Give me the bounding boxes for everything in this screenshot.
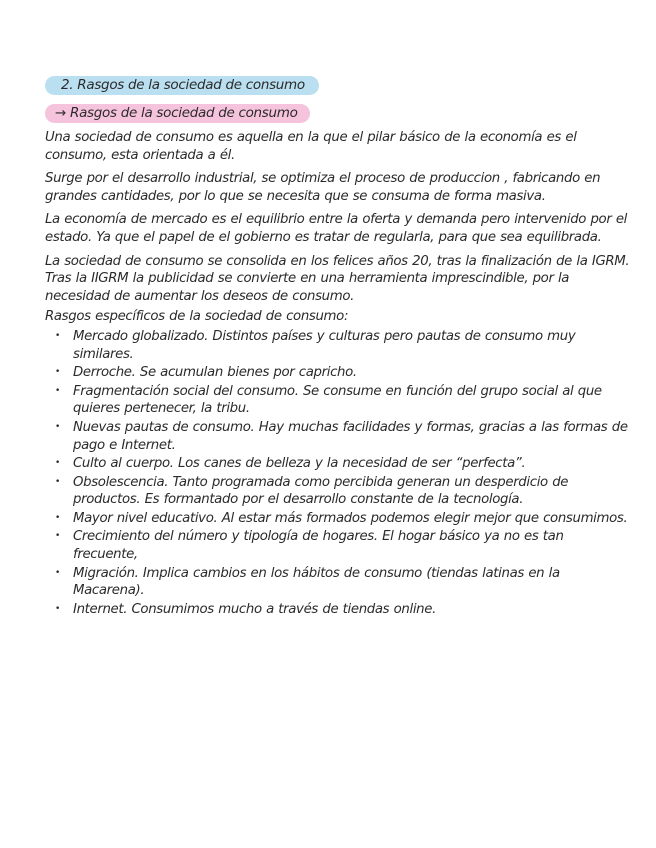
list-item bbox=[45, 565, 630, 600]
list-item-text: Internet. Consumimos mucho a través de tiendas online. bbox=[73, 601, 436, 617]
bullet-icon: • bbox=[55, 531, 60, 542]
list-item-text: Obsolescencia. Tanto programada como percibida generan un desperdicio de productos. Es formantado por el desarrollo constante de la tecnología. bbox=[73, 474, 569, 508]
list-item bbox=[45, 474, 630, 509]
list-item-text: Crecimiento del número y tipología de hogares. El hogar básico ya no es tan frecuente, bbox=[73, 529, 564, 563]
list-item-text: Culto al cuerpo. Los canes de belleza y la necesidad de ser “perfecta”. bbox=[73, 456, 526, 472]
list-item-text: Migración. Implica cambios en los hábitos de consumo (tiendas latinas en la Macarena). bbox=[73, 565, 560, 599]
list-item bbox=[45, 601, 630, 619]
bullet-icon: • bbox=[55, 367, 60, 378]
paragraph-specific-traits-intro: Rasgos específicos de la sociedad de consumo: bbox=[45, 309, 349, 325]
list-item bbox=[45, 455, 630, 473]
list-item bbox=[45, 364, 630, 382]
list-item-text: Derroche. Se acumulan bienes por capricho. bbox=[73, 365, 357, 381]
list-item bbox=[45, 419, 630, 454]
list-item-text: Mercado globalizado. Distintos países y culturas pero pautas de consumo muy similares. bbox=[73, 328, 576, 362]
bullet-icon: • bbox=[55, 603, 60, 614]
list-item bbox=[45, 528, 630, 563]
paragraph-definition: Una sociedad de consumo es aquella en la que el pilar básico de la economía es el consumo, esta orientada a él. bbox=[45, 130, 577, 163]
section-heading: 2. Rasgos de la sociedad de consumo bbox=[45, 76, 319, 95]
bullet-icon: • bbox=[55, 512, 60, 523]
bullet-icon: • bbox=[55, 476, 60, 487]
document-page bbox=[45, 74, 630, 619]
list-item bbox=[45, 383, 630, 418]
list-item bbox=[45, 510, 630, 528]
list-item-text: Fragmentación social del consumo. Se consume en función del grupo social al que quieres pertenecer, la tribu. bbox=[73, 383, 602, 417]
list-item-text: Nuevas pautas de consumo. Hay muchas facilidades y formas, gracias a las formas de pago e Internet. bbox=[73, 419, 628, 453]
paragraph-market-economy: La economía de mercado es el equilibrio entre la oferta y demanda pero intervenido por el estado. Ya que el papel de el gobierno es tratar de regularla, para que sea equilibrada. bbox=[45, 212, 628, 245]
bullet-icon: • bbox=[55, 385, 60, 396]
paragraph-advertising: Tras la IIGRM la publicidad se convierte en una herramienta imprescindible, por la necesidad de aumentar los deseos de consumo. bbox=[45, 271, 570, 304]
paragraph-origin: Surge por el desarrollo industrial, se optimiza el proceso de produccion , fabricando en grandes cantidades, por lo que se necesita que se consuma de forma masiva. bbox=[45, 171, 601, 204]
bullet-icon: • bbox=[55, 421, 60, 432]
subsection-heading: → Rasgos de la sociedad de consumo bbox=[45, 104, 310, 123]
paragraph-consolidation: La sociedad de consumo se consolida en los felices años 20, tras la finalización de la IGRM. bbox=[45, 253, 630, 269]
list-item-text: Mayor nivel educativo. Al estar más formados podemos elegir mejor que consumimos. bbox=[73, 510, 628, 526]
traits-list bbox=[45, 328, 630, 619]
list-item bbox=[45, 328, 630, 363]
bullet-icon: • bbox=[55, 458, 60, 469]
bullet-icon: • bbox=[55, 330, 60, 341]
bullet-icon: • bbox=[55, 567, 60, 578]
